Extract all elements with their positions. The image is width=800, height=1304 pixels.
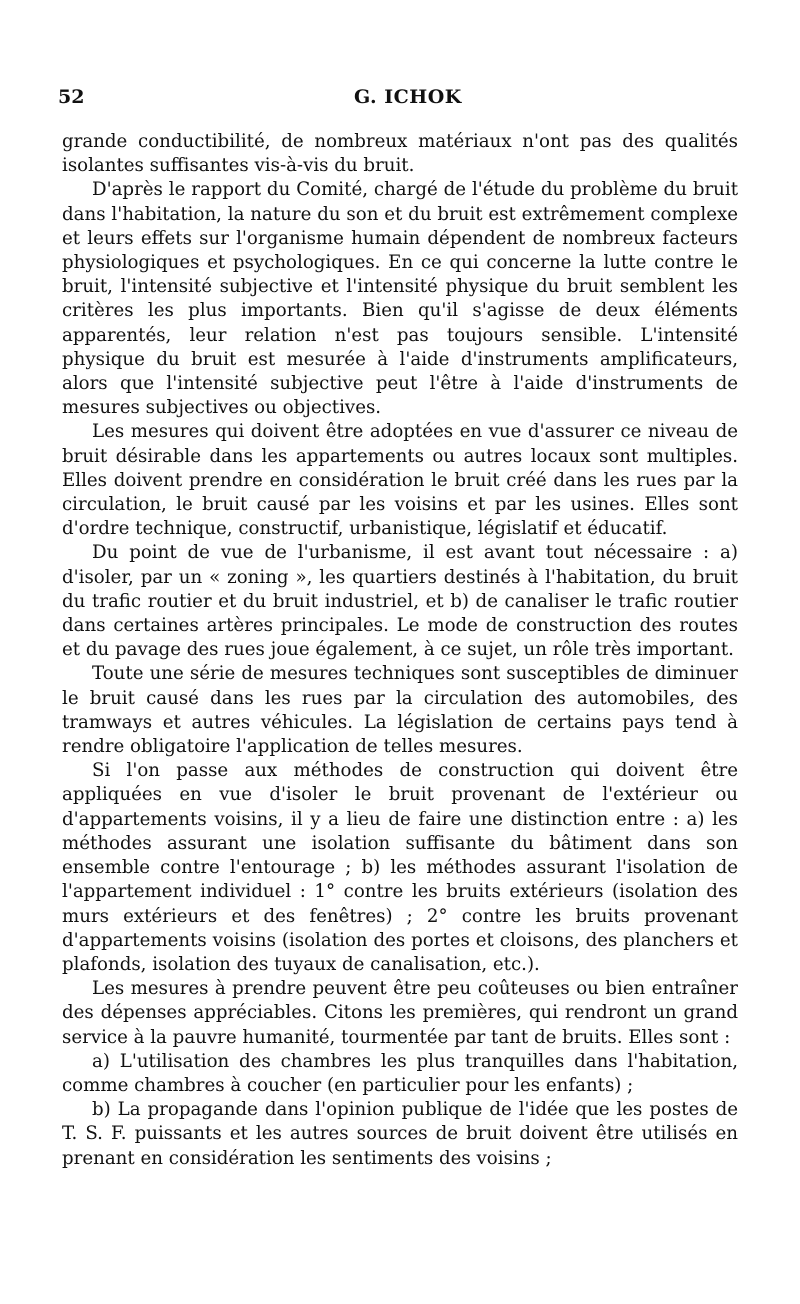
paragraph-committee-report: D'après le rapport du Comité, chargé de l'étude du problème du bruit dans l'habitation, la nature du son et du bruit est extrêmement complexe et leurs effets sur l'organisme humain dépendent de nombreux facteurs physiologiques et psychologiques. En ce qui concerne la lutte contre le bruit, l'intensité subjective et l'intensité physique du bruit semblent les critères les plus importants. Bien qu'il s'agisse de deux éléments apparentés, leur relation n'est pas toujours sensible. L'intensité physique du bruit est mesurée à l'aide d'instruments amplificateurs, alors que l'intensité subjective peut l'être à l'aide d'instruments de mesures subjectives ou objectives.	[62, 179, 738, 419]
paragraph-construction-methods: Si l'on passe aux méthodes de construction qui doivent être appliquées en vue d'isoler le bruit provenant de l'extérieur ou d'appartements voisins, il y a lieu de faire une distinction entre : a) les méthodes assurant une isolation suffisante du bâtiment dans son ensemble contre l'entourage ; b) les méthodes assurant l'isolation de l'appartement individuel : 1° contre les bruits extérieurs (isolation des murs extérieurs et des fenêtres) ; 2° contre les bruits provenant d'appartements voisins (isolation des portes et cloisons, des planchers et plafonds, isolation des tuyaux de canalisation, etc.).	[62, 760, 738, 975]
paragraph-urbanism: Du point de vue de l'urbanisme, il est avant tout nécessaire : a) d'isoler, par un « zoning », les quartiers destinés à l'habitation, du bruit du trafic routier et du bruit industriel, et b) de canaliser le trafic routier dans certaines artères principales. Le mode de construction des routes et du pavage des rues joue également, à ce sujet, un rôle très important.	[62, 542, 738, 661]
list-item-b: b) La propagande dans l'opinion publique de l'idée que les postes de T. S. F. puissants et les autres sources de bruit doivent être utilisés en prenant en considération les sentiments des voisins ;	[62, 1099, 738, 1169]
paragraph-costs: Les mesures à prendre peuvent être peu coûteuses ou bien entraîner des dépenses appréciables. Citons les premières, qui rendront un grand service à la pauvre humanité, tourmentée par tant de bruits. Elles sont :	[62, 978, 738, 1048]
list-item-a: a) L'utilisation des chambres les plus tranquilles dans l'habitation, comme chambres à coucher (en particulier pour les enfants) ;	[62, 1050, 738, 1096]
paragraph-continued: grande conductibilité, de nombreux matériaux n'ont pas des qualités isolantes suffisantes vis-à-vis du bruit.	[62, 131, 738, 177]
page-header	[58, 86, 738, 112]
paragraph-measures: Les mesures qui doivent être adoptées en vue d'assurer ce niveau de bruit désirable dans les appartements ou autres locaux sont multiples. Elles doivent prendre en considération le bruit créé dans les rues par la circulation, le bruit causé par les voisins et par les usines. Elles sont d'ordre technique, constructif, urbanistique, législatif et éducatif.	[62, 421, 738, 540]
body-text	[62, 130, 738, 1171]
paragraph-technical-measures: Toute une série de mesures techniques sont susceptibles de diminuer le bruit causé dans les rues par la circulation des automobiles, des tramways et autres véhicules. La législation de certains pays tend à rendre obligatoire l'application de telles mesures.	[62, 663, 738, 758]
page-number: 52	[58, 86, 85, 108]
running-head: G. ICHOK	[354, 86, 462, 108]
